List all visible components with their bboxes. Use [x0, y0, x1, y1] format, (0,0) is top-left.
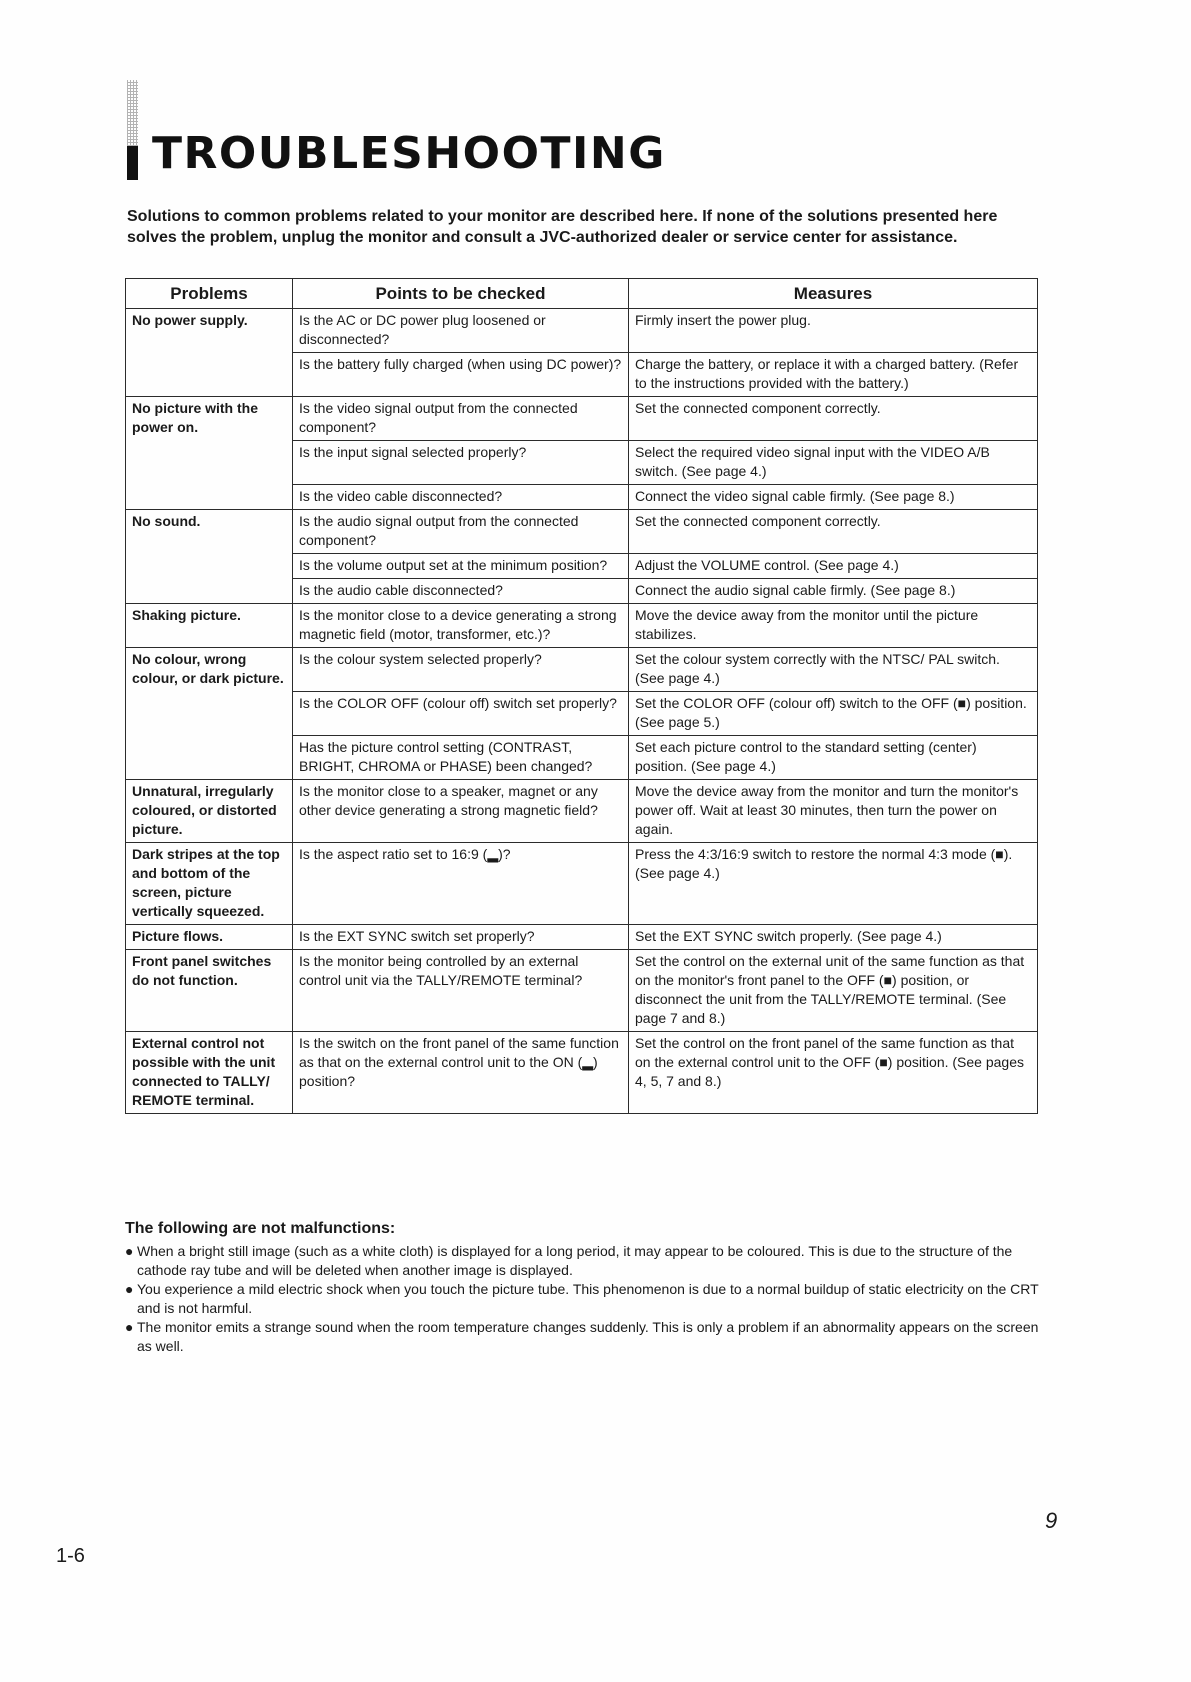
measure-cell: Move the device away from the monitor and turn the monitor's power off. Wait at least 30 minutes, then turn the power on again.	[629, 780, 1038, 843]
measure-cell: Press the 4:3/16:9 switch to restore the normal 4:3 mode (■). (See page 4.)	[629, 843, 1038, 925]
check-cell: Is the aspect ratio set to 16:9 (▂)?	[293, 843, 629, 925]
measure-cell: Select the required video signal input with the VIDEO A/B switch. (See page 4.)	[629, 441, 1038, 485]
measure-cell: Set the colour system correctly with the NTSC/ PAL switch. (See page 4.)	[629, 648, 1038, 692]
check-cell: Is the volume output set at the minimum position?	[293, 554, 629, 579]
measure-cell: Set the connected component correctly.	[629, 510, 1038, 554]
check-cell: Is the monitor being controlled by an external control unit via the TALLY/REMOTE terminal?	[293, 950, 629, 1032]
problem-cell: Shaking picture.	[126, 604, 293, 648]
list-item-text: The monitor emits a strange sound when the room temperature changes suddenly. This is only a problem if an abnormality appears on the screen as well.	[137, 1319, 1039, 1354]
table-row	[126, 950, 1038, 1032]
bullet-icon: ●	[125, 1281, 134, 1297]
page-number: 9	[1045, 1508, 1058, 1533]
intro-paragraph: Solutions to common problems related to your monitor are described here. If none of the solutions presented here solves the problem, unplug the monitor and consult a JVC-authorized dealer or service center for assistance.	[127, 208, 998, 246]
column-header-points: Points to be checked	[293, 279, 629, 309]
measure-cell: Set each picture control to the standard setting (center) position. (See page 4.)	[629, 736, 1038, 780]
problem-cell: No picture with the power on.	[126, 397, 293, 510]
bullet-icon: ●	[125, 1319, 134, 1335]
measure-cell: Set the control on the front panel of the same function as that on the external control unit to the OFF (■) position. (See pages 4, 5, 7 and 8.)	[629, 1032, 1038, 1114]
measure-cell: Connect the audio signal cable firmly. (See page 8.)	[629, 579, 1038, 604]
check-cell: Is the switch on the front panel of the same function as that on the external control unit to the ON (▂) position?	[293, 1032, 629, 1114]
measure-cell: Move the device away from the monitor until the picture stabilizes.	[629, 604, 1038, 648]
list-item	[125, 1242, 1045, 1280]
problem-cell: Front panel switches do not function.	[126, 950, 293, 1032]
check-cell: Is the audio cable disconnected?	[293, 579, 629, 604]
problem-cell: Dark stripes at the top and bottom of the screen, picture vertically squeezed.	[126, 843, 293, 925]
check-cell: Is the audio signal output from the connected component?	[293, 510, 629, 554]
title-decoration-dots	[127, 80, 138, 146]
check-cell: Is the monitor close to a speaker, magnet or any other device generating a strong magnetic field?	[293, 780, 629, 843]
check-cell: Is the EXT SYNC switch set properly?	[293, 925, 629, 950]
list-item	[125, 1280, 1045, 1318]
not-malfunctions-list	[125, 1242, 1045, 1356]
column-header-measures: Measures	[629, 279, 1038, 309]
check-cell: Is the battery fully charged (when using DC power)?	[293, 353, 629, 397]
measure-cell: Set the connected component correctly.	[629, 397, 1038, 441]
list-item-text: You experience a mild electric shock when you touch the picture tube. This phenomenon is due to a normal buildup of static electricity on the CRT and is not harmful.	[137, 1281, 1039, 1316]
check-cell: Is the video cable disconnected?	[293, 485, 629, 510]
bullet-icon: ●	[125, 1243, 134, 1259]
page-title: TROUBLESHOOTING	[152, 128, 666, 179]
measure-cell: Set the control on the external unit of the same function as that on the monitor's front panel to the OFF (■) position, or disconnect the unit from the TALLY/REMOTE terminal. (See page 7 and 8.)	[629, 950, 1038, 1032]
table-row	[126, 604, 1038, 648]
problem-cell: Unnatural, irregularly coloured, or distorted picture.	[126, 780, 293, 843]
table-row	[126, 397, 1038, 441]
table-row	[126, 309, 1038, 353]
table-row	[126, 1032, 1038, 1114]
not-malfunctions-heading: The following are not malfunctions:	[125, 1220, 396, 1237]
check-cell: Is the COLOR OFF (colour off) switch set properly?	[293, 692, 629, 736]
check-cell: Is the video signal output from the connected component?	[293, 397, 629, 441]
measure-cell: Adjust the VOLUME control. (See page 4.)	[629, 554, 1038, 579]
measure-cell: Charge the battery, or replace it with a charged battery. (Refer to the instructions provided with the battery.)	[629, 353, 1038, 397]
measure-cell: Firmly insert the power plug.	[629, 309, 1038, 353]
check-cell: Has the picture control setting (CONTRAST, BRIGHT, CHROMA or PHASE) been changed?	[293, 736, 629, 780]
column-header-problems: Problems	[126, 279, 293, 309]
problem-cell: External control not possible with the unit connected to TALLY/ REMOTE terminal.	[126, 1032, 293, 1114]
problem-cell: No power supply.	[126, 309, 293, 397]
measure-cell: Set the COLOR OFF (colour off) switch to the OFF (■) position. (See page 5.)	[629, 692, 1038, 736]
table-header-row	[126, 279, 1038, 309]
table-row	[126, 780, 1038, 843]
table-row	[126, 510, 1038, 554]
problem-cell: No colour, wrong colour, or dark picture.	[126, 648, 293, 780]
table-row	[126, 925, 1038, 950]
title-marker-bar	[127, 146, 138, 180]
check-cell: Is the monitor close to a device generating a strong magnetic field (motor, transformer, etc.)?	[293, 604, 629, 648]
measure-cell: Set the EXT SYNC switch properly. (See page 4.)	[629, 925, 1038, 950]
check-cell: Is the AC or DC power plug loosened or disconnected?	[293, 309, 629, 353]
section-number: 1-6	[56, 1545, 85, 1567]
problem-cell: No sound.	[126, 510, 293, 604]
measure-cell: Connect the video signal cable firmly. (See page 8.)	[629, 485, 1038, 510]
table-row	[126, 843, 1038, 925]
list-item-text: When a bright still image (such as a white cloth) is displayed for a long period, it may appear to be coloured. This is due to the structure of the cathode ray tube and will be deleted when another image is displayed.	[137, 1243, 1013, 1278]
list-item	[125, 1318, 1045, 1356]
table-row	[126, 648, 1038, 692]
troubleshooting-table	[125, 278, 1038, 1114]
check-cell: Is the input signal selected properly?	[293, 441, 629, 485]
check-cell: Is the colour system selected properly?	[293, 648, 629, 692]
problem-cell: Picture flows.	[126, 925, 293, 950]
